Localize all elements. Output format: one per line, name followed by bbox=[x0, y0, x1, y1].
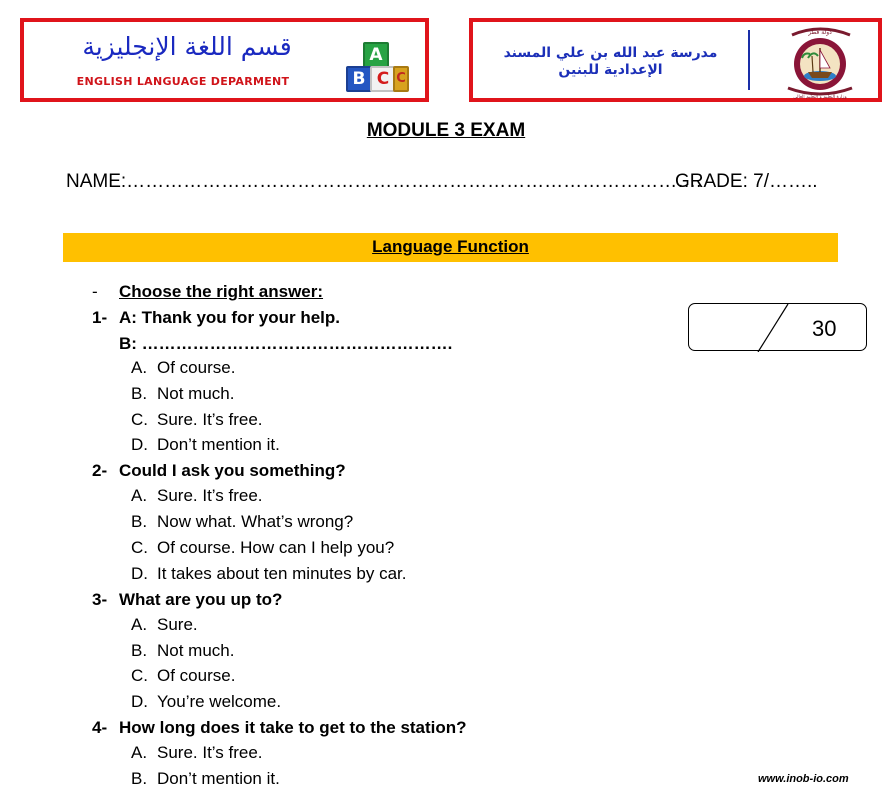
question-2-option-a: Sure. It’s free. bbox=[157, 486, 263, 505]
question-4-option-a-letter: A. bbox=[131, 743, 148, 762]
school-name-arabic-line1: مدرسة عبد الله بن علي المسند bbox=[503, 45, 718, 61]
question-3-prompt: What are you up to? bbox=[119, 590, 283, 609]
question-1-option-c-letter: C. bbox=[131, 410, 148, 429]
exam-title: MODULE 3 EXAM bbox=[366, 120, 526, 141]
question-3-option-b: Not much. bbox=[157, 641, 235, 660]
question-3-option-c: Of course. bbox=[157, 666, 236, 685]
question-1-option-c: Sure. It’s free. bbox=[157, 410, 263, 429]
question-2-option-d-letter: D. bbox=[131, 564, 148, 583]
question-2-option-c-letter: C. bbox=[131, 538, 148, 557]
abc-block-a: A bbox=[363, 42, 389, 68]
question-1-option-b: Not much. bbox=[157, 384, 235, 403]
department-arabic-title: قسم اللغة الإنجليزية bbox=[82, 32, 292, 61]
score-box bbox=[688, 303, 867, 351]
emblem-arabic-text: دولة قطر bbox=[808, 29, 832, 36]
question-3-option-d-letter: D. bbox=[131, 692, 148, 711]
abc-block-c: C bbox=[370, 66, 396, 92]
question-2-number: 2- bbox=[92, 461, 108, 480]
header-divider bbox=[748, 30, 750, 90]
question-3-number: 3- bbox=[92, 590, 108, 609]
score-total: 30 bbox=[812, 316, 837, 341]
question-2-option-a-letter: A. bbox=[131, 486, 148, 505]
question-1-option-d-letter: D. bbox=[131, 435, 148, 454]
question-4-option-b-letter: B. bbox=[131, 769, 148, 788]
question-3-option-d: You’re welcome. bbox=[157, 692, 282, 711]
question-3-option-a: Sure. bbox=[157, 615, 198, 634]
question-2-option-c: Of course. How can I help you? bbox=[157, 538, 395, 557]
abc-block-c-side: C bbox=[393, 66, 409, 92]
grade-field-line: GRADE: 7/…….. bbox=[675, 171, 818, 192]
question-3-option-b-letter: B. bbox=[131, 641, 148, 660]
question-2-option-b: Now what. What’s wrong? bbox=[157, 512, 354, 531]
site-watermark: www.inob-io.com bbox=[758, 773, 849, 785]
qatar-ministry-emblem-icon bbox=[758, 26, 882, 100]
question-3-option-a-letter: A. bbox=[131, 615, 148, 634]
abc-blocks-icon bbox=[336, 38, 416, 90]
department-english-title: ENGLISH LANGUAGE DEPARMENT bbox=[76, 75, 290, 88]
question-4-option-a: Sure. It’s free. bbox=[157, 743, 263, 762]
question-1-prompt: A: Thank you for your help. bbox=[119, 308, 341, 327]
school-header-box bbox=[469, 18, 882, 102]
question-1-option-b-letter: B. bbox=[131, 384, 148, 403]
name-field-line: NAME:………………………………………………………………………………. bbox=[66, 171, 702, 192]
question-2-option-b-letter: B. bbox=[131, 512, 148, 531]
question-1-option-a-letter: A. bbox=[131, 358, 148, 377]
question-1-option-a: Of course. bbox=[157, 358, 236, 377]
abc-block-b: B bbox=[346, 66, 372, 92]
question-1-option-d: Don’t mention it. bbox=[157, 435, 280, 454]
school-name-arabic-line2: الإعدادية للبنين bbox=[558, 62, 663, 78]
question-3-option-c-letter: C. bbox=[131, 666, 148, 685]
section-title-bar: Language Function bbox=[63, 233, 838, 262]
question-2-prompt: Could I ask you something? bbox=[119, 461, 346, 480]
emblem-caption-text: وزارة التعليم و التعليم العالي bbox=[793, 95, 847, 100]
question-1-prompt-b: B: ………………………………………………. bbox=[119, 334, 453, 353]
question-2-option-d: It takes about ten minutes by car. bbox=[157, 564, 407, 583]
question-4-number: 4- bbox=[92, 718, 108, 737]
instruction-text: Choose the right answer: bbox=[119, 282, 324, 301]
score-slash-icon bbox=[689, 304, 868, 352]
department-header-box bbox=[20, 18, 429, 102]
question-4-option-b: Don’t mention it. bbox=[157, 769, 280, 788]
question-1-number: 1- bbox=[92, 308, 108, 327]
instruction-dash: - bbox=[92, 282, 98, 301]
question-4-prompt: How long does it take to get to the station? bbox=[119, 718, 467, 737]
